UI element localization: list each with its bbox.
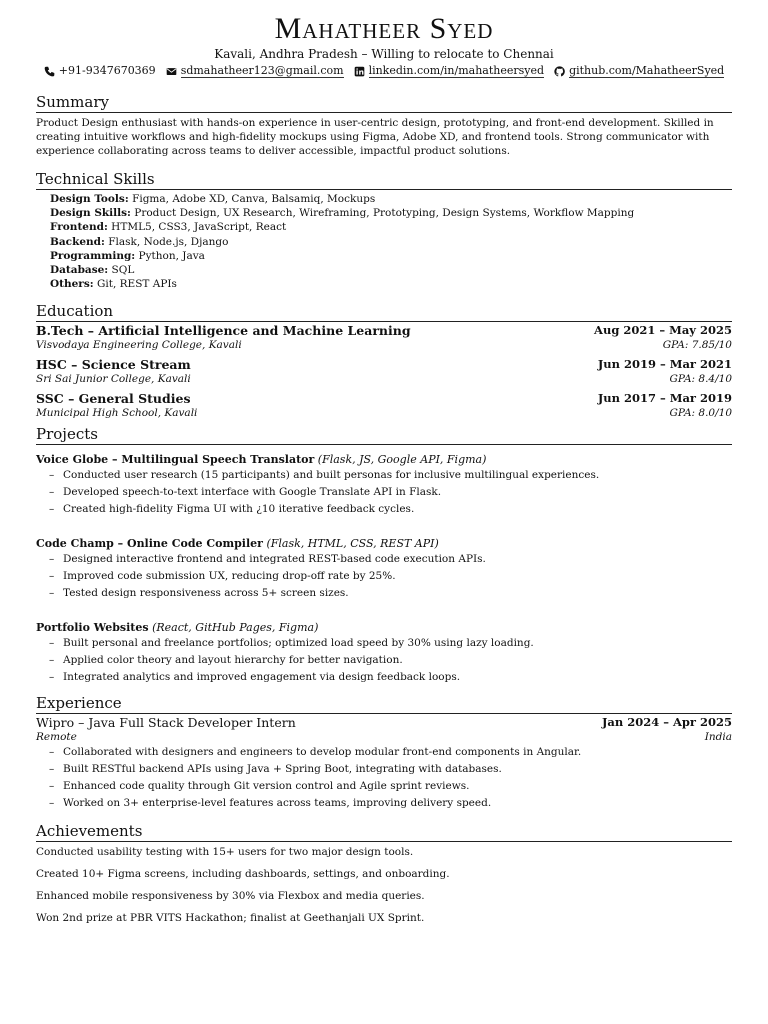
resume-page bbox=[36, 12, 732, 925]
envelope-icon bbox=[166, 66, 177, 77]
school-name: Municipal High School, Kavali bbox=[36, 407, 198, 420]
project-bullets bbox=[36, 551, 732, 602]
job-title: Wipro – Java Full Stack Developer Intern bbox=[36, 715, 296, 731]
projects-heading: Projects bbox=[36, 425, 732, 445]
achievements-heading: Achievements bbox=[36, 822, 732, 842]
gpa-text: GPA: 7.85/10 bbox=[662, 339, 732, 352]
education-section bbox=[36, 302, 732, 420]
skill-value: SQL bbox=[111, 264, 135, 277]
github-link[interactable]: github.com/MahatheerSyed bbox=[569, 64, 725, 77]
experience-section bbox=[36, 694, 732, 812]
list-item: – Worked on 3+ enterprise-level features across teams, improving delivery speed. bbox=[49, 795, 732, 812]
achievement-item: Conducted usability testing with 15+ users for two major design tools. bbox=[36, 846, 414, 859]
project-name: Code Champ – Online Code Compiler bbox=[36, 537, 263, 551]
skill-label: Others: bbox=[50, 278, 94, 291]
experience-heading: Experience bbox=[36, 694, 732, 714]
education-entry bbox=[36, 390, 732, 420]
list-item: – Developed speech-to-text interface with Google Translate API in Flask. bbox=[49, 484, 732, 501]
achievement-item: Won 2nd prize at PBR VITS Hackathon; finalist at Geethanjali UX Sprint. bbox=[36, 912, 425, 925]
email-link[interactable]: sdmahatheer123@gmail.com bbox=[180, 64, 344, 77]
gpa-text: GPA: 8.0/10 bbox=[669, 407, 732, 420]
phone-contact[interactable] bbox=[44, 63, 156, 79]
skill-row bbox=[50, 249, 732, 263]
summary-text: Product Design enthusiast with hands-on experience in user-centric design, prototyping, and front-end development. Skilled in creating intuitive workflows and high-fidelity mockups using Figma, Adobe XD, and frontend tools. Strong communicator with experience collaborating across teams to deliver accessible, impactful product solutions. bbox=[36, 117, 714, 157]
project-entry bbox=[36, 452, 732, 518]
education-dates: Jun 2019 – Mar 2021 bbox=[597, 357, 732, 372]
skill-label: Frontend: bbox=[50, 221, 108, 234]
achievements-section bbox=[36, 822, 732, 925]
skill-label: Backend: bbox=[50, 235, 105, 248]
project-name: Portfolio Websites bbox=[36, 621, 149, 635]
skill-value: Flask, Node.js, Django bbox=[108, 235, 229, 248]
list-item: – Integrated analytics and improved engagement via design feedback loops. bbox=[49, 669, 732, 686]
skills-heading: Technical Skills bbox=[36, 170, 732, 190]
gpa-text: GPA: 8.4/10 bbox=[669, 373, 732, 386]
project-tech: (React, GitHub Pages, Figma) bbox=[152, 621, 319, 635]
linkedin-link[interactable]: linkedin.com/in/mahatheersyed bbox=[368, 64, 545, 77]
project-name: Voice Globe – Multilingual Speech Translator bbox=[36, 453, 315, 467]
education-dates: Jun 2017 – Mar 2019 bbox=[597, 391, 732, 406]
skill-value: Git, REST APIs bbox=[96, 278, 177, 291]
education-dates: Aug 2021 – May 2025 bbox=[594, 323, 732, 338]
github-contact[interactable] bbox=[554, 63, 724, 79]
project-bullets bbox=[36, 467, 732, 518]
skill-value: Figma, Adobe XD, Canva, Balsamiq, Mockups bbox=[132, 193, 376, 205]
skill-value: Product Design, UX Research, Wireframing, Prototyping, Design Systems, Workflow Mapping bbox=[134, 207, 635, 220]
list-item: – Built RESTful backend APIs using Java + Spring Boot, integrating with databases. bbox=[49, 761, 732, 778]
project-tech: (Flask, JS, Google API, Figma) bbox=[317, 453, 487, 467]
summary-section bbox=[36, 93, 732, 158]
list-item: – Conducted user research (15 participants) and built personas for inclusive multilingual experiences. bbox=[49, 467, 732, 484]
skill-value: Python, Java bbox=[138, 249, 205, 262]
experience-bullets bbox=[36, 744, 732, 812]
skills-section bbox=[36, 170, 732, 291]
project-tech: (Flask, HTML, CSS, REST API) bbox=[266, 537, 439, 551]
list-item: – Applied color theory and layout hierarchy for better navigation. bbox=[49, 652, 732, 669]
school-name: Sri Sai Junior College, Kavali bbox=[36, 373, 191, 386]
skill-row bbox=[50, 192, 732, 206]
skill-row bbox=[50, 206, 732, 220]
skill-row bbox=[50, 263, 732, 277]
project-bullets bbox=[36, 635, 732, 686]
phone-text: +91-9347670369 bbox=[58, 64, 156, 77]
school-name: Visvodaya Engineering College, Kavali bbox=[36, 339, 242, 352]
achievement-item: Enhanced mobile responsiveness by 30% via Flexbox and media queries. bbox=[36, 890, 425, 903]
phone-icon bbox=[44, 66, 55, 77]
email-contact[interactable] bbox=[166, 63, 344, 79]
education-entry bbox=[36, 356, 732, 386]
skill-row bbox=[50, 277, 732, 291]
skill-label: Database: bbox=[50, 264, 109, 277]
project-entry bbox=[36, 536, 732, 602]
education-entry bbox=[36, 322, 732, 352]
github-icon bbox=[554, 66, 565, 77]
list-item: – Designed interactive frontend and integrated REST-based code execution APIs. bbox=[49, 551, 732, 568]
linkedin-contact[interactable] bbox=[354, 63, 545, 79]
linkedin-icon bbox=[354, 66, 365, 77]
degree-title: B.Tech – Artificial Intelligence and Machine Learning bbox=[36, 323, 411, 339]
job-location: India bbox=[704, 731, 732, 744]
contact-row bbox=[36, 63, 732, 79]
job-dates: Jan 2024 – Apr 2025 bbox=[601, 715, 732, 730]
project-entry bbox=[36, 620, 732, 686]
summary-heading: Summary bbox=[36, 93, 732, 113]
projects-section bbox=[36, 425, 732, 686]
job-mode: Remote bbox=[36, 731, 77, 744]
degree-title: HSC – Science Stream bbox=[36, 357, 191, 373]
list-item: – Created high-fidelity Figma UI with ¿10 iterative feedback cycles. bbox=[49, 501, 732, 518]
achievement-item: Created 10+ Figma screens, including dashboards, settings, and onboarding. bbox=[36, 868, 450, 881]
list-item: – Improved code submission UX, reducing drop-off rate by 25%. bbox=[49, 568, 732, 585]
degree-title: SSC – General Studies bbox=[36, 391, 191, 407]
location-line: Kavali, Andhra Pradesh – Willing to relocate to Chennai bbox=[214, 47, 554, 61]
skill-label: Programming: bbox=[50, 249, 136, 262]
skill-label: Design Tools: bbox=[50, 193, 129, 205]
list-item: – Tested design responsiveness across 5+ screen sizes. bbox=[49, 585, 732, 602]
list-item: – Built personal and freelance portfolios; optimized load speed by 30% using lazy loading. bbox=[49, 635, 732, 652]
list-item: – Collaborated with designers and engineers to develop modular front-end components in Angular. bbox=[49, 744, 732, 761]
skill-label: Design Skills: bbox=[50, 207, 131, 220]
skills-list bbox=[50, 192, 732, 291]
education-heading: Education bbox=[36, 302, 732, 322]
list-item: – Enhanced code quality through Git version control and Agile sprint reviews. bbox=[49, 778, 732, 795]
skill-row bbox=[50, 220, 732, 234]
resume-name: Mahatheer Syed bbox=[274, 12, 494, 45]
skill-value: HTML5, CSS3, JavaScript, React bbox=[111, 221, 287, 234]
skill-row bbox=[50, 235, 732, 249]
